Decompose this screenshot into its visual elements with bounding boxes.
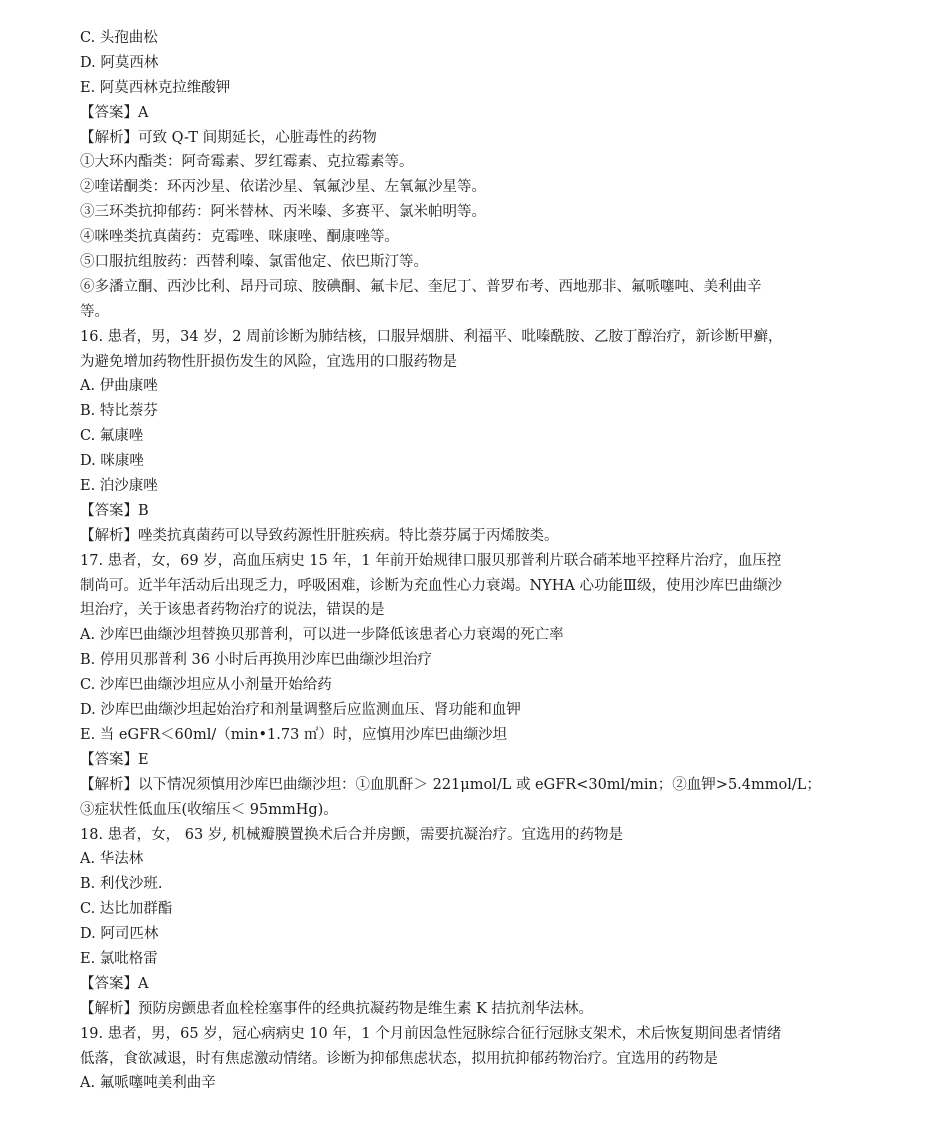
q17-option-d: D. 沙库巴曲缬沙坦起始治疗和剂量调整后应监测血压、肾功能和血钾 [80, 702, 521, 719]
q18-option-d: D. 阿司匹林 [80, 926, 159, 943]
q17-analysis-line-1: 【解析】以下情况须慎用沙库巴曲缬沙坦：①血肌酐＞ 221μmol/L 或 eGFR<30ml/min；②血钾>5.4mmol/L； [80, 776, 821, 793]
q16-option-d: D. 咪康唑 [80, 453, 144, 470]
q16-option-e: E. 泊沙康唑 [80, 478, 158, 495]
q16-option-a: A. 伊曲康唑 [80, 378, 158, 395]
question-16-line-1: 16. 患者，男，34 岁，2 周前诊断为肺结核，口服异烟肼、利福平、吡嗪酰胺、乙胺丁醇治疗，新诊断甲癣， [80, 328, 783, 345]
q16-answer: 【答案】B [80, 502, 149, 519]
analysis-item-3: ③三环类抗抑郁药：阿米替林、丙米嗪、多赛平、氯米帕明等。 [80, 204, 486, 221]
q17-analysis-line-2: ③症状性低血压(收缩压＜ 95mmHg)。 [80, 801, 338, 818]
option-d-line: D. 阿莫西林 [80, 54, 159, 71]
q17-option-e: E. 当 eGFR＜60ml/（min•1.73 ㎡）时，应慎用沙库巴曲缬沙坦 [80, 726, 507, 743]
q17-option-c: C. 沙库巴曲缬沙坦应从小剂量开始给药 [80, 677, 332, 694]
q16-analysis: 【解析】唑类抗真菌药可以导致药源性肝脏疾病。特比萘芬属于丙烯胺类。 [80, 527, 559, 544]
answer-line: 【答案】A [80, 104, 149, 121]
document-page [80, 26, 880, 1096]
analysis-line: 【解析】可致 Q-T 间期延长，心脏毒性的药物 [80, 129, 377, 146]
analysis-item-2: ②喹诺酮类：环丙沙星、依诺沙星、氧氟沙星、左氧氟沙星等。 [80, 179, 486, 196]
analysis-item-1: ①大环内酯类：阿奇霉素、罗红霉素、克拉霉素等。 [80, 154, 414, 171]
q18-answer: 【答案】A [80, 975, 149, 992]
question-17-line-1: 17. 患者，女，69 岁，高血压病史 15 年，1 年前开始规律口服贝那普利片联合硝苯地平控释片治疗，血压控 [80, 552, 782, 569]
q16-option-c: C. 氟康唑 [80, 428, 144, 445]
question-16-line-2: 为避免增加药物性肝损伤发生的风险，宜选用的口服药物是 [80, 353, 457, 370]
q18-option-e: E. 氯吡格雷 [80, 950, 158, 967]
q18-option-c: C. 达比加群酯 [80, 901, 173, 918]
q18-analysis: 【解析】预防房颤患者血栓栓塞事件的经典抗凝药物是维生素 K 拮抗剂华法林。 [80, 1000, 594, 1017]
question-17-line-3: 坦治疗，关于该患者药物治疗的说法，错误的是 [80, 602, 385, 619]
q18-option-a: A. 华法林 [80, 851, 144, 868]
question-18-line-1: 18. 患者，女， 63 岁, 机械瓣膜置换术后合并房颤，需要抗凝治疗。宜选用的药物是 [80, 826, 624, 843]
question-19-line-1: 19. 患者，男，65 岁，冠心病病史 10 年，1 个月前因急性冠脉综合征行冠脉支架术，术后恢复期间患者情绪 [80, 1025, 782, 1042]
q16-option-b: B. 特比萘芬 [80, 403, 158, 420]
analysis-item-6: ⑥多潘立酮、西沙比利、昂丹司琼、胺碘酮、氟卡尼、奎尼丁、普罗布考、西地那非、氟哌噻吨、美利曲辛 [80, 278, 762, 295]
q17-option-b: B. 停用贝那普利 36 小时后再换用沙库巴曲缬沙坦治疗 [80, 652, 433, 669]
q19-option-a: A. 氟哌噻吨美利曲辛 [80, 1075, 216, 1092]
q18-option-b: B. 利伐沙班. [80, 876, 163, 893]
option-e-line: E. 阿莫西林克拉维酸钾 [80, 79, 231, 96]
option-c-line: C. 头孢曲松 [80, 30, 158, 46]
q17-option-a: A. 沙库巴曲缬沙坦替换贝那普利，可以进一步降低该患者心力衰竭的死亡率 [80, 627, 564, 644]
q17-answer: 【答案】E [80, 751, 149, 768]
question-17-line-2: 制尚可。近半年活动后出现乏力，呼吸困难，诊断为充血性心力衰竭。NYHA 心功能Ⅲ级，使用沙库巴曲缬沙 [80, 577, 782, 594]
question-19-line-2: 低落，食欲减退，时有焦虑激动情绪。诊断为抑郁焦虑状态，拟用抗抑郁药物治疗。宜选用的药物是 [80, 1050, 718, 1067]
analysis-item-6-cont: 等。 [80, 303, 109, 320]
analysis-item-4: ④咪唑类抗真菌药：克霉唑、咪康唑、酮康唑等。 [80, 229, 399, 246]
analysis-item-5: ⑤口服抗组胺药：西替利嗪、氯雷他定、依巴斯汀等。 [80, 254, 428, 271]
